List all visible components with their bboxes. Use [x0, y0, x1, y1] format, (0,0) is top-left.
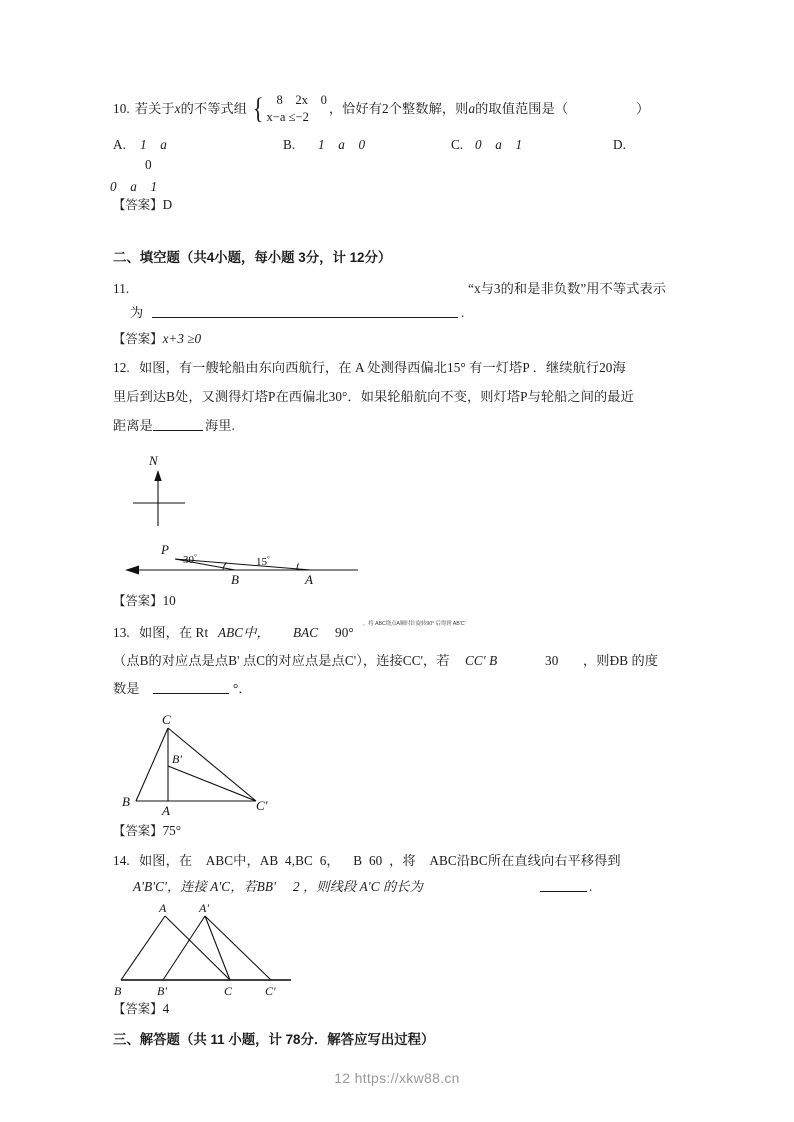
question-14-text-line1: 如图，在 ABC中，AB 4,BC 6， B 60 ，将 ABC沿BC所在直线向右平移得到 — [139, 853, 621, 868]
question-13-text-c: BAC — [293, 625, 319, 640]
option-a-tag[interactable]: A. — [113, 137, 127, 152]
question-10-stem-close: ） — [636, 101, 650, 117]
answer-value-13: 75° — [162, 823, 182, 838]
option-a-text[interactable]: 1 a — [140, 137, 167, 152]
question-13-text-line2d: ，则ÐB 的度 — [583, 653, 659, 668]
option-b-tag[interactable]: B. — [283, 137, 296, 152]
answer-value-10: D — [162, 197, 173, 212]
question-11-number: 11. — [113, 281, 130, 296]
question-13-line1 — [113, 620, 688, 648]
question-10-stem-part4: 的取值范围是（ — [475, 101, 569, 117]
label-b: B — [114, 984, 122, 997]
translation-diagram-svg — [113, 902, 333, 997]
question-14-answer-blank[interactable] — [540, 878, 587, 892]
question-13-text-b: ABC中， — [218, 625, 270, 640]
question-13-block — [113, 620, 688, 702]
answer-label-12: 【答案】 — [113, 594, 163, 608]
rotation-diagram-svg — [118, 706, 288, 816]
question-13-line2 — [113, 648, 688, 676]
question-14-text-line2: A'B'C'，连接 A'C，若BB' 2 ，则线段 A'C 的长为 — [133, 879, 423, 894]
section-2-title: 二、填空题（共4小题，每小题 3分，计 12分） — [113, 250, 392, 265]
question-10-stem-part2: 的不等式组 — [180, 101, 248, 117]
inequality-system-brace — [251, 92, 327, 126]
question-13-text-line3-pre: 数是 — [113, 681, 140, 696]
label-p: P — [161, 542, 169, 557]
label-c-prime: C' — [256, 798, 268, 813]
question-10-stem-part3: ，恰好有2个整数解，则 — [328, 101, 469, 117]
answer-label-13: 【答案】 — [113, 824, 163, 838]
question-14-answer — [113, 996, 169, 1022]
question-14-line1 — [113, 848, 688, 874]
inequality-line-2: x−a ≤−2 — [266, 110, 309, 124]
label-c: C — [162, 712, 171, 727]
question-11-block — [113, 276, 688, 352]
question-12-text-line1: 如图，有一艘轮船由东向西航行，在 A 处测得西偏北15° 有一灯塔P ．继续航行20海 — [139, 360, 626, 375]
question-13-number: 13. — [113, 625, 130, 640]
question-11-answer-blank[interactable] — [152, 304, 458, 318]
inequality-system-lines — [266, 92, 326, 126]
label-angle-15: 15° — [256, 555, 270, 568]
label-a: A — [305, 572, 313, 587]
answer-label-11: 【答案】 — [113, 332, 163, 346]
question-13-text-line3-post: °． — [233, 681, 252, 696]
label-angle-30: 30° — [183, 553, 197, 566]
label-b: B — [122, 794, 130, 809]
label-c: C — [224, 984, 233, 997]
question-14-text-line2-end: . — [589, 879, 593, 894]
question-13-text-a: 如图，在 Rt — [139, 625, 209, 640]
inequality-line-1: 8 2x 0 — [276, 93, 327, 107]
question-14-block — [113, 848, 688, 900]
option-a-wrap: 0 — [145, 157, 152, 172]
question-12-line2 — [113, 384, 688, 413]
label-north: N — [149, 453, 158, 468]
question-13-answer — [113, 818, 181, 844]
question-10-options — [110, 132, 688, 194]
section-3-title: 三、解答题（共 11 小题，计 78分．解答应写出过程） — [113, 1032, 435, 1047]
question-12-answer-blank[interactable] — [153, 417, 203, 431]
question-12-block — [113, 355, 688, 439]
label-a: A — [162, 803, 170, 816]
answer-label-14: 【答案】 — [113, 1002, 163, 1016]
question-10-variable-x: x — [174, 101, 181, 117]
question-11-period: . — [461, 305, 465, 320]
page-footer-watermark: 12 https://xkw88.cn — [334, 1070, 460, 1086]
question-13-figure — [118, 706, 288, 816]
answer-label-10: 【答案】 — [113, 198, 163, 212]
question-10-stem — [113, 92, 688, 126]
question-12-line3 — [113, 413, 688, 439]
question-10-number: 10. — [113, 101, 130, 117]
question-11-cont-label: 为 — [130, 305, 144, 320]
question-12-figure — [113, 448, 373, 588]
question-11-line1 — [113, 276, 688, 300]
label-b: B — [231, 572, 239, 587]
question-10-stem-part1: 若关于 — [134, 101, 175, 117]
question-12-line1 — [113, 355, 688, 384]
answer-value-14: 4 — [162, 1001, 170, 1016]
question-12-text-line3-post: 海里. — [205, 418, 235, 433]
question-12-text-line3-pre: 距离是 — [113, 418, 153, 433]
question-11-statement: “x与3的和是非负数”用不等式表示 — [468, 281, 667, 296]
option-d-tag[interactable]: D. — [613, 137, 627, 152]
question-12-answer — [113, 588, 176, 614]
option-c-tag[interactable]: C. — [451, 137, 464, 152]
label-a-prime: A' — [199, 902, 209, 915]
question-13-text-line2c: 30 — [545, 653, 559, 668]
question-10-variable-a: a — [468, 101, 476, 117]
question-11-line2 — [113, 300, 688, 324]
question-12-number: 12. — [113, 360, 130, 375]
question-14-number: 14. — [113, 853, 130, 868]
label-a: A — [159, 902, 167, 915]
question-13-tiny-superscript: ，将 ABC绕点A顺时针旋转90° 后得到 AB'C' — [363, 621, 466, 627]
answer-value-11: x+3 ≥0 — [162, 331, 202, 346]
question-14-figure — [113, 902, 333, 997]
answer-value-12: 10 — [162, 593, 176, 608]
option-b-text[interactable]: 1 a 0 — [318, 137, 366, 152]
left-brace-glyph: { — [252, 92, 264, 125]
question-12-text-line2: 里后到达B处，又测得灯塔P在西偏北30°．如果轮船航向不变，则灯塔P与轮船之间的最近 — [113, 389, 634, 404]
question-10-block — [110, 92, 688, 218]
question-13-text-d: 90° — [335, 625, 354, 640]
question-13-text-line2: （点B的对应点是点B' 点C的对应点是点C'），连接CC'，若 — [113, 653, 450, 668]
question-13-answer-blank[interactable] — [153, 680, 229, 694]
question-14-line2 — [113, 874, 688, 900]
question-11-answer — [113, 326, 688, 352]
question-13-line3 — [113, 676, 688, 702]
question-10-answer — [113, 192, 688, 218]
label-b-prime: B' — [157, 984, 167, 997]
option-c-text[interactable]: 0 a 1 — [475, 137, 523, 152]
question-13-text-line2b: CC' B — [465, 653, 498, 668]
label-c-prime: C' — [265, 984, 276, 997]
option-d-wrap: 0 a 1 — [110, 179, 158, 194]
bearing-diagram-svg — [113, 448, 373, 588]
label-b-prime: B' — [172, 752, 182, 766]
